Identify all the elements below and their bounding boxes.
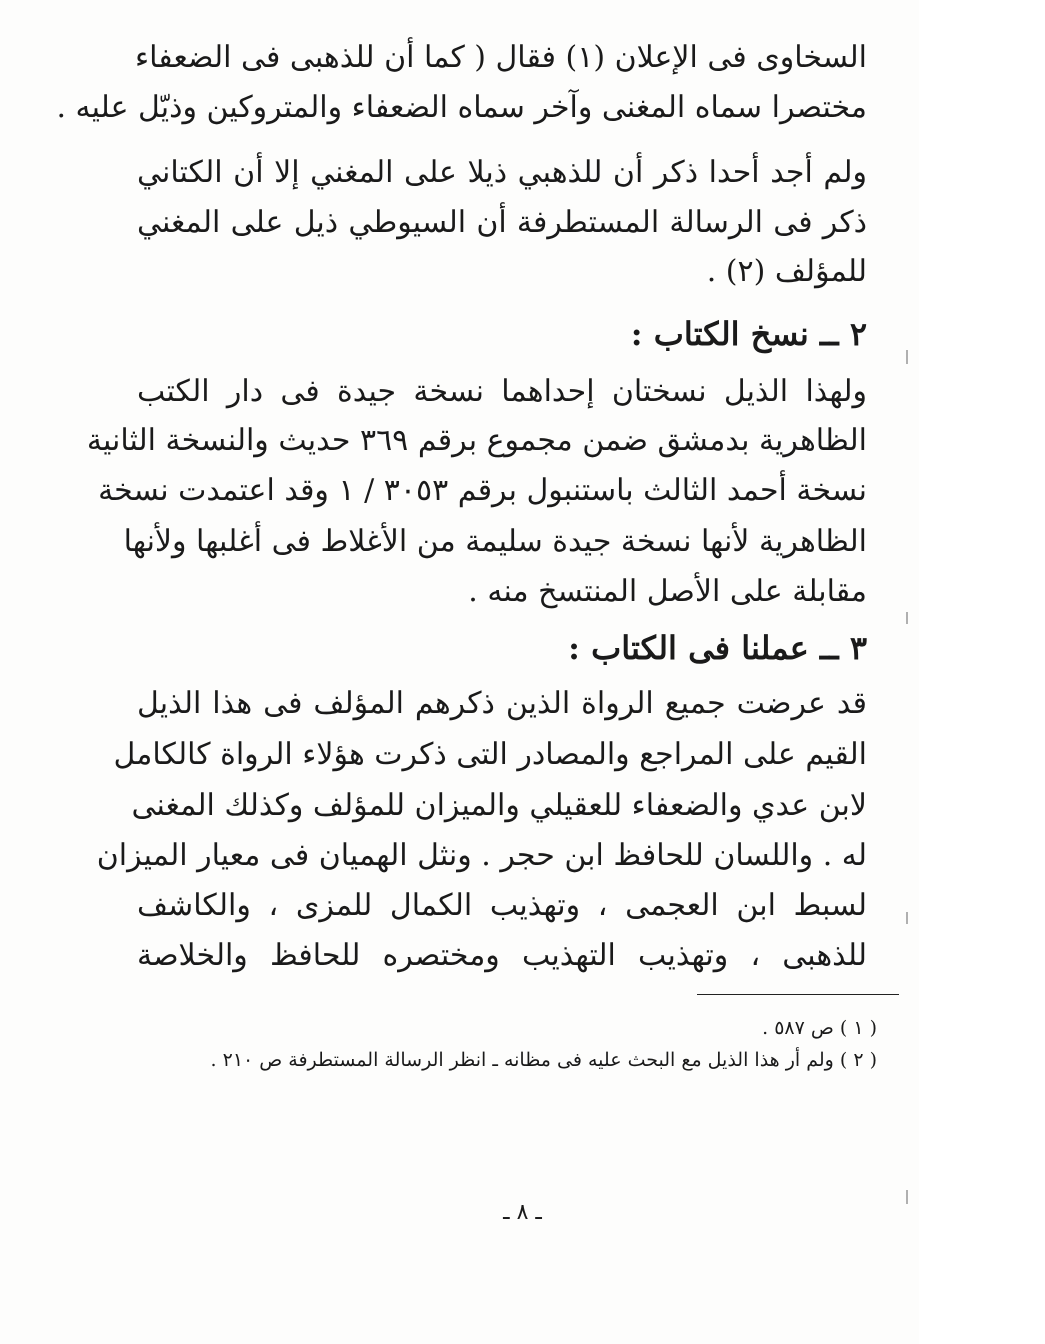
section-2-line-2: الظاهرية بدمشق ضمن مجموع برقم ٣٦٩ حديث والنسخة الثانية bbox=[86, 423, 867, 458]
section-3-line-2: القيم على المراجع والمصادر التى ذكرت هؤلاء الرواة كالكامل bbox=[113, 737, 867, 772]
paragraph-1-line-1: السخاوى فى الإعلان (١) فقال ( كما أن للذهبى فى الضعفاء bbox=[135, 40, 867, 75]
section-2-line-1: ولهذا الذيل نسختان إحداهما نسخة جيدة فى دار الكتب bbox=[137, 374, 867, 409]
footnote-separator bbox=[697, 994, 899, 995]
section-2-line-3: نسخة أحمد الثالث باستنبول برقم ٣٠٥٣ / ١ وقد اعتمدت نسخة bbox=[98, 473, 867, 508]
scan-mark bbox=[906, 612, 908, 624]
paragraph-2-line-1: ولم أجد أحدا ذكر أن للذهبي ذيلا على المغني إلا أن الكتاني bbox=[137, 155, 867, 190]
section-2-line-4: الظاهرية لأنها نسخة جيدة سليمة من الأغلاط فى أغلبها ولأنها bbox=[123, 524, 867, 559]
paragraph-1-line-2: مختصرا سماه المغنى وآخر سماه الضعفاء والمتروكين وذيّل عليه . bbox=[56, 90, 867, 125]
section-3-heading: ٣ ــ عملنا فى الكتاب : bbox=[568, 629, 867, 667]
paragraph-2-line-3: للمؤلف (٢) . bbox=[706, 254, 867, 289]
section-2-heading: ٢ ــ نسخ الكتاب : bbox=[630, 315, 867, 353]
section-3-line-5: لسبط ابن العجمى ، وتهذيب الكمال للمزى ، والكاشف bbox=[137, 888, 867, 923]
paragraph-2-line-2: ذكر فى الرسالة المستطرفة أن السيوطي ذيل على المغني bbox=[137, 205, 867, 240]
scan-mark bbox=[906, 1190, 908, 1204]
scan-mark bbox=[906, 912, 908, 924]
section-3-line-1: قد عرضت جميع الرواة الذين ذكرهم المؤلف فى هذا الذيل bbox=[137, 686, 867, 721]
footnote-2: ( ٢ ) ولم أر هذا الذيل مع البحث عليه فى مظانه ـ انظر الرسالة المستطرفة ص ٢١٠ . bbox=[210, 1049, 877, 1071]
section-2-line-5: مقابلة على الأصل المنتسخ منه . bbox=[468, 574, 867, 609]
scan-mark bbox=[906, 350, 908, 364]
page-number: ـ ٨ ـ bbox=[503, 1200, 542, 1225]
section-3-line-6: للذهبى ، وتهذيب التهذيب ومختصره للحافظ والخلاصة bbox=[137, 938, 867, 973]
section-3-line-3: لابن عدي والضعفاء للعقيلي والميزان للمؤلف وكذلك المغنى bbox=[131, 788, 867, 823]
footnote-1: ( ١ ) ص ٥٨٧ . bbox=[762, 1017, 877, 1039]
section-3-line-4: له . واللسان للحافظ ابن حجر . ونثل الهميان فى معيار الميزان bbox=[96, 838, 867, 873]
